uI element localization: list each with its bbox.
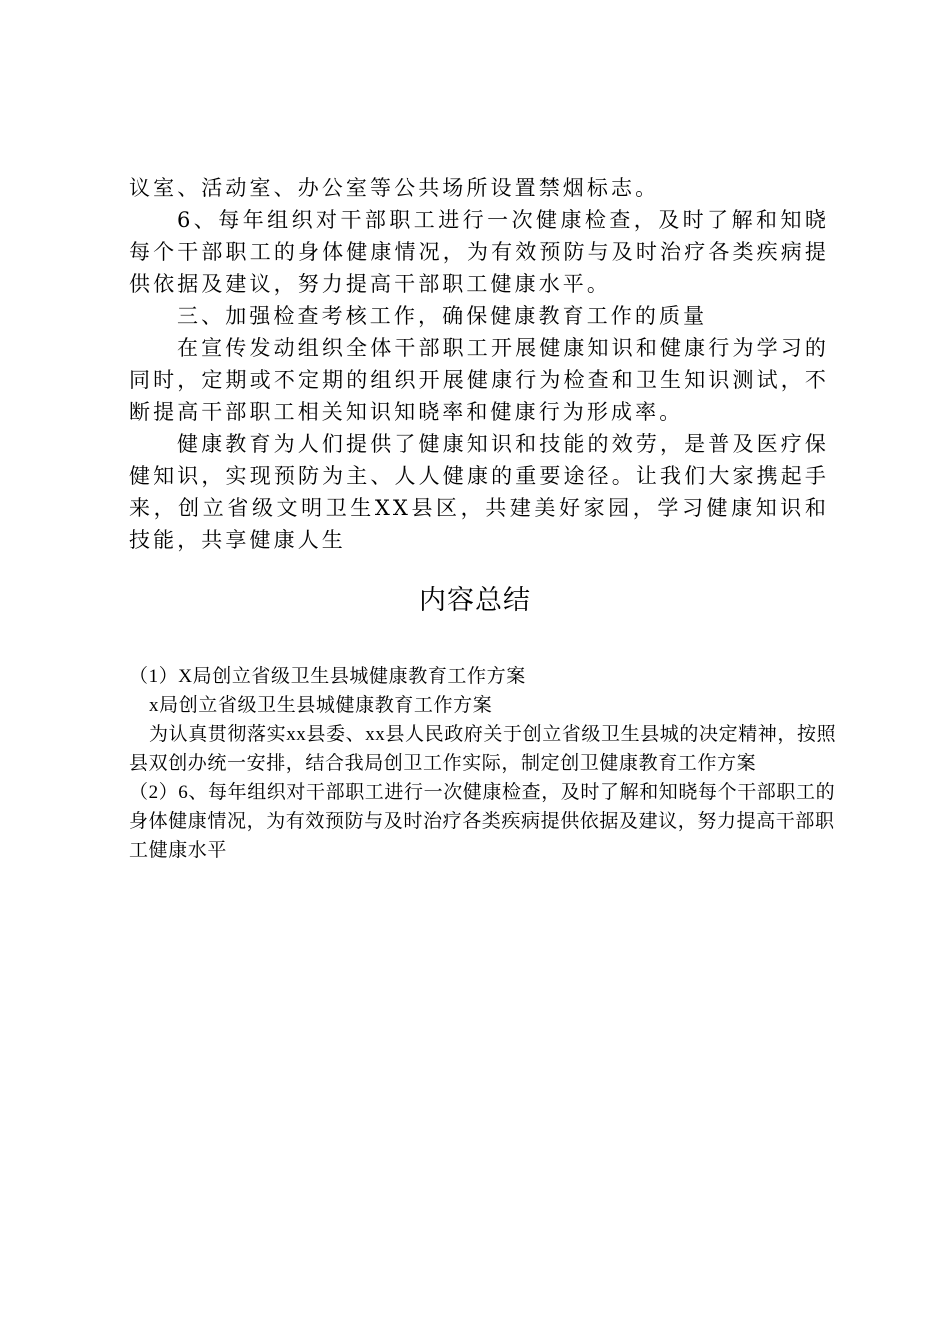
body-paragraph-1: 议室、活动室、办公室等公共场所设置禁烟标志。 [129,176,660,200]
body-text [129,172,829,556]
summary-item-1-heading: （1）X局创立省级卫生县城健康教育工作方案 [129,666,526,687]
body-paragraph-2: 6、每年组织对干部职工进行一次健康检查，及时了解和知晓每个干部职工的身体健康情况，为有效预防与及时治疗各类疾病提供依据及建议，努力提高干部职工健康水平。 [129,208,829,296]
summary-item-1-text: 为认真贯彻落实xx县委、xx县人民政府关于创立省级卫生县城的决定精神，按照县双创办统一安排，结合我局创卫工作实际，制定创卫健康教育工作方案 [129,724,837,774]
summary-item-1-subtitle: x局创立省级卫生县城健康教育工作方案 [149,695,493,716]
summary-title: 内容总结 [419,585,531,615]
section-heading: 三、加强检查考核工作，确保健康教育工作的质量 [177,304,708,328]
summary-item-2-text: （2）6、每年组织对干部职工进行一次健康检查，及时了解和知晓每个干部职工的身体健康情况，为有效预防与及时治疗各类疾病提供依据及建议，努力提高干部职工健康水平 [129,782,836,861]
summary-section [129,662,841,865]
body-paragraph-4: 在宣传发动组织全体干部职工开展健康知识和健康行为学习的同时，定期或不定期的组织开展健康行为检查和卫生知识测试，不断提高干部职工相关知识知晓率和健康行为形成率。 [129,336,829,424]
body-paragraph-5: 健康教育为人们提供了健康知识和技能的效劳，是普及医疗保健知识，实现预防为主、人人健康的重要途径。让我们大家携起手来，创立省级文明卫生XX县区，共建美好家园，学习健康知识和技能，共享健康人生 [129,432,829,552]
